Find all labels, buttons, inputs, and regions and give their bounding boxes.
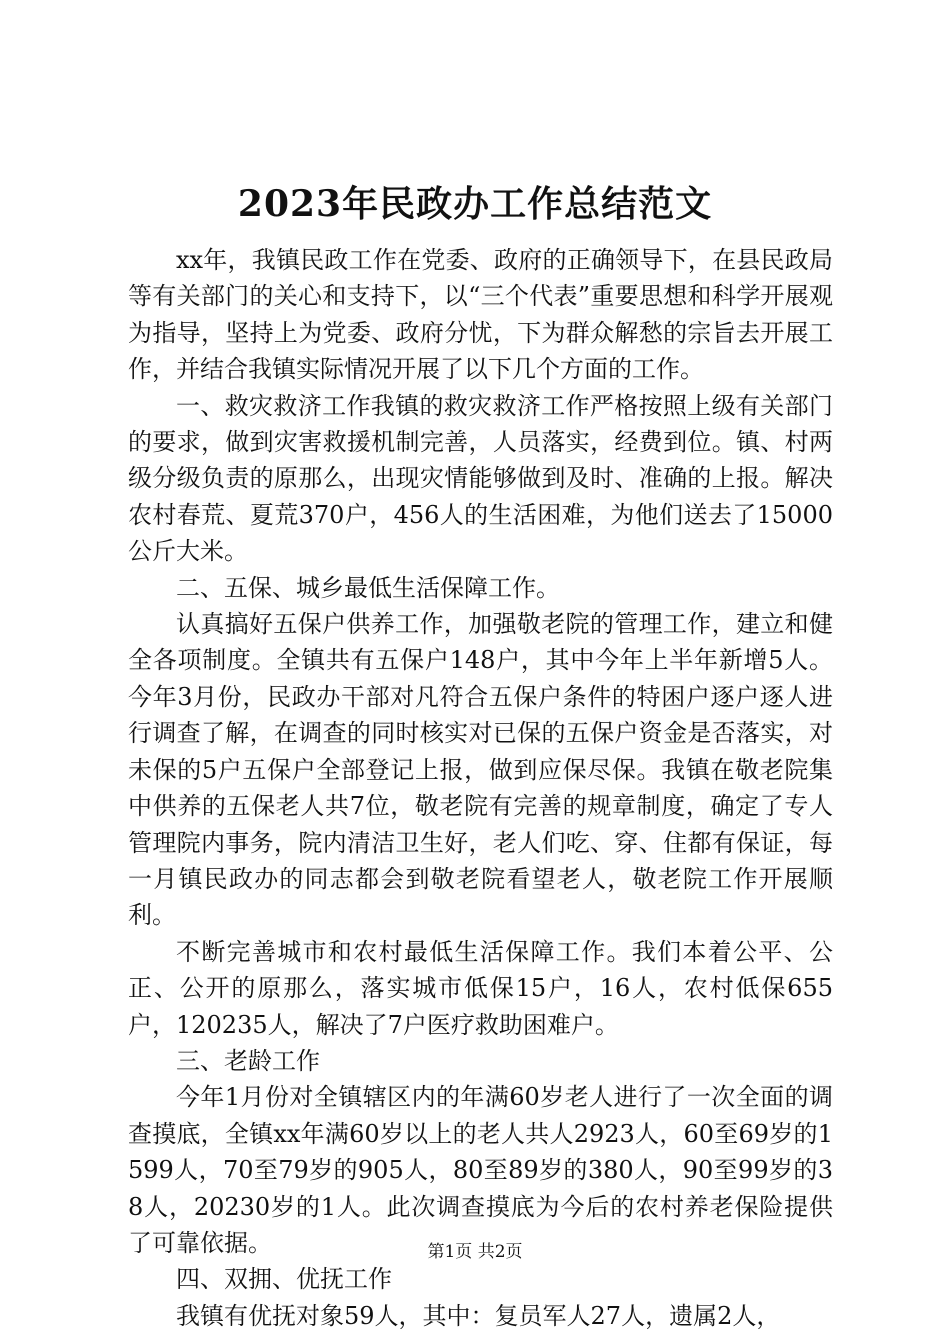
paragraph-elderly: 今年1月份对全镇辖区内的年满60岁老人进行了一次全面的调查摸底，全镇xx年满60岁以上的老人共人2923人，60至69岁的1599人，70至79岁的905人，80至89岁的380人，90至99岁的38人，20230岁的1人。此次调查摸底为今后的农村养老保险提供了可靠依据。	[128, 1083, 833, 1257]
paragraph-minimum-living: 不断完善城市和农村最低生活保障工作。我们本着公平、公正、公开的原那么，落实城市低保15户，16人，农村低保655户，120235人，解决了7户医疗救助困难户。	[128, 937, 833, 1039]
section-heading-five-guarantees: 二、五保、城乡最低生活保障工作。	[176, 573, 560, 602]
document-title: 2023年民政办工作总结范文	[237, 183, 713, 225]
paragraph-intro: xx年，我镇民政工作在党委、政府的正确领导下，在县民政局等有关部门的关心和支持下，以“三个代表”重要思想和科学开展观为指导，坚持上为党委、政府分忧，下为群众解愁的宗旨去开展工作，并结合我镇实际情况开展了以下几个方面的工作。	[128, 246, 833, 384]
paragraph-military-support: 我镇有优抚对象59人，其中：复员军人27人，遗属2人，	[176, 1301, 781, 1330]
paragraph-five-guarantees: 认真搞好五保户供养工作，加强敬老院的管理工作，建立和健全各项制度。全镇共有五保户148户，其中今年上半年新增5人。今年3月份，民政办干部对凡符合五保户条件的特困户逐户逐人进行调查了解，在调查的同时核实对已保的五保户资金是否落实，对未保的5户五保户全部登记上报，做到应保尽保。我镇在敬老院集中供养的五保老人共7位，敬老院有完善的规章制度，确定了专人管理院内事务，院内清洁卫生好，老人们吃、穿、住都有保证，每一月镇民政办的同志都会到敬老院看望老人，敬老院工作开展顺利。	[128, 610, 833, 930]
paragraph-disaster-relief: 一、救灾救济工作我镇的救灾救济工作严格按照上级有关部门的要求，做到灾害救援机制完善，人员落实，经费到位。镇、村两级分级负责的原那么，出现灾情能够做到及时、准确的上报。解决农村春荒、夏荒370户，456人的生活困难，为他们送去了15000公斤大米。	[128, 391, 833, 566]
page-footer: 第1页 共2页	[427, 1242, 523, 1262]
section-heading-elderly: 三、老龄工作	[176, 1046, 320, 1075]
document-body	[128, 242, 833, 1334]
section-heading-military-support: 四、双拥、优抚工作	[176, 1265, 392, 1294]
